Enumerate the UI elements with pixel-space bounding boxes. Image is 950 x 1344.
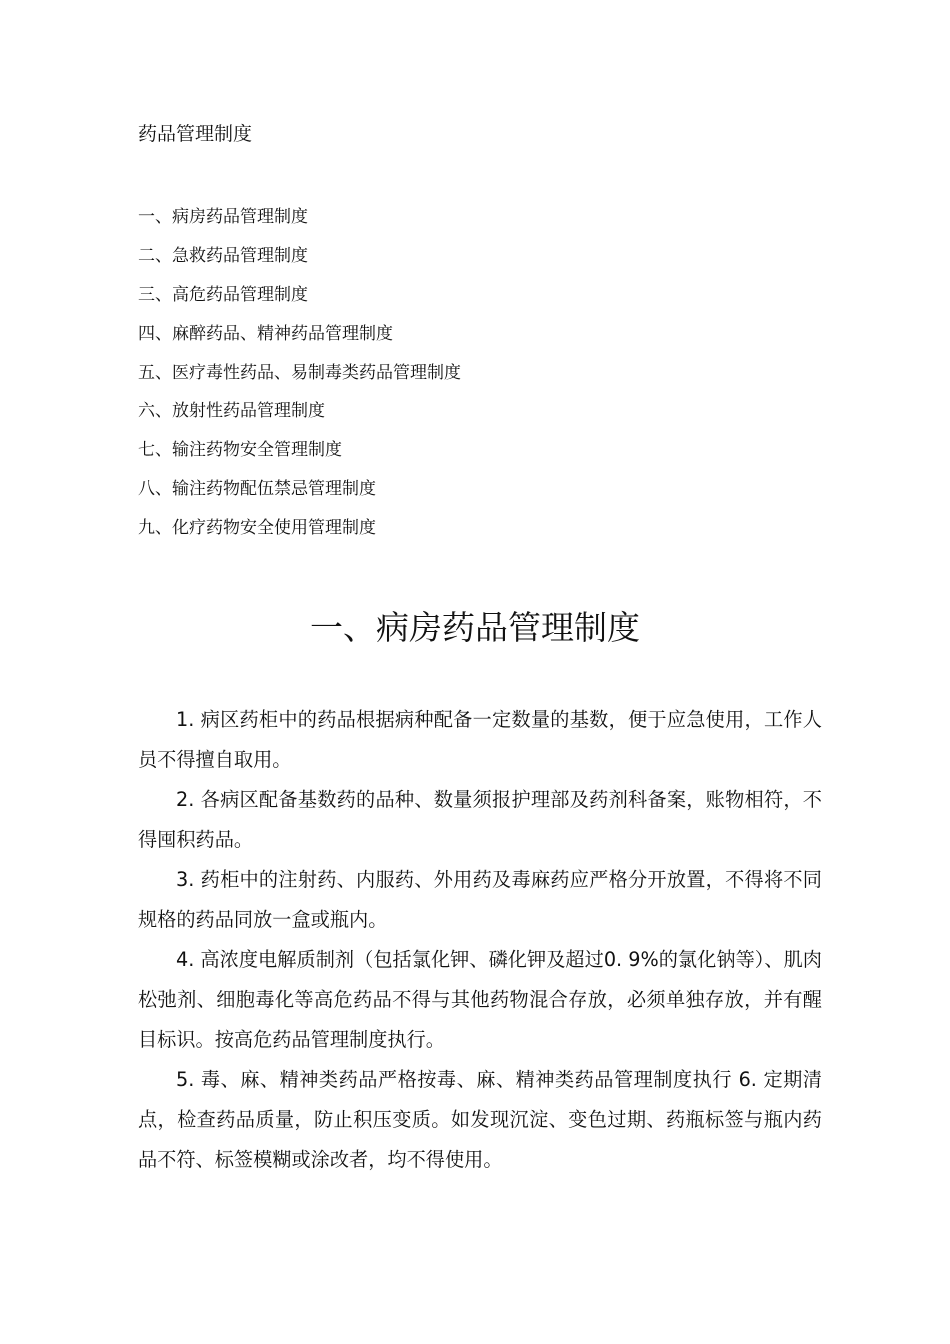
toc-item-3: 三、高危药品管理制度: [138, 284, 308, 305]
toc-item-7: 七、输注药物安全管理制度: [138, 440, 342, 461]
toc-item-2: 二、急救药品管理制度: [138, 245, 308, 266]
paragraph-3: 3. 药柜中的注射药、内服药、外用药及毒麻药应严格分开放置，不得将不同规格的药品同放一盒或瓶内。: [138, 868, 822, 931]
toc-item-5: 五、医疗毒性药品、易制毒类药品管理制度: [138, 362, 461, 383]
table-of-contents: [138, 204, 461, 554]
paragraph-5: 5. 毒、麻、精神类药品严格按毒、麻、精神类药品管理制度执行 6. 定期清点，检查药品质量，防止积压变质。如发现沉淀、变色过期、药瓶标签与瓶内药品不符、标签模糊或涂改者，均不得使用。: [138, 1068, 822, 1171]
document-title: 药品管理制度: [138, 123, 253, 145]
toc-item-9: 九、化疗药物安全使用管理制度: [138, 518, 376, 539]
toc-item-1: 一、病房药品管理制度: [138, 207, 308, 227]
toc-item-8: 八、输注药物配伍禁忌管理制度: [138, 479, 376, 500]
section-body: [138, 700, 822, 1180]
section-heading: 一、病房药品管理制度: [310, 608, 640, 647]
toc-item-4: 四、麻醉药品、精神药品管理制度: [138, 323, 393, 344]
paragraph-2: 2. 各病区配备基数药的品种、数量须报护理部及药剂科备案，账物相符，不得囤积药品。: [138, 788, 822, 851]
paragraph-1: 1. 病区药柜中的药品根据病种配备一定数量的基数，便于应急使用，工作人员不得擅自取用。: [138, 708, 822, 771]
toc-item-6: 六、放射性药品管理制度: [138, 401, 325, 422]
paragraph-4: 4. 高浓度电解质制剂（包括氯化钾、磷化钾及超过0. 9%的氯化钠等）、肌肉松弛剂、细胞毒化等高危药品不得与其他药物混合存放，必须单独存放，并有醒目标识。按高危药品管理制度执行。: [138, 948, 822, 1051]
